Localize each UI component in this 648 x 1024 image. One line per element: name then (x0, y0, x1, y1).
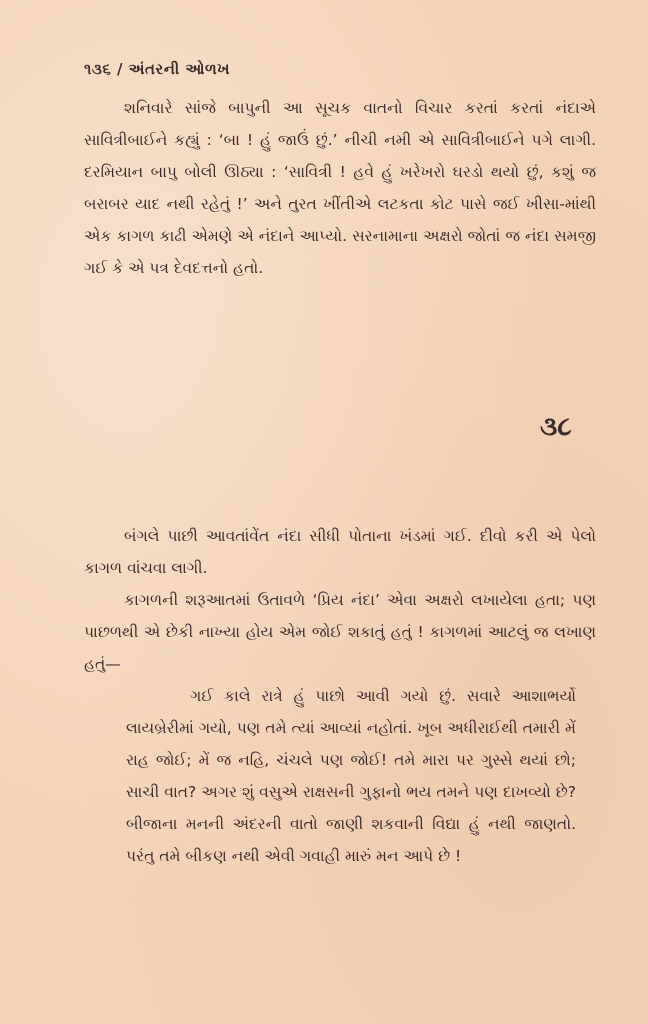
paragraph-3: કાગળની શરૂઆતમાં ઉતાવળે ‘પ્રિય નંદા’ એવા અક્ષરો લખાયેલા હતા; પણ પાછળથી એ છેકી નાખ્યા હોય એમ જોઈ શકાતું હતું ! કાગળમાં આટલું જ લખાણ હતું— (84, 591, 596, 673)
paragraph-2: બંગલે પાછી આવતાંવેંત નંદા સીધી પોતાના ખંડમાં ગઈ. દીવો કરી એ પેલો કાગળ વાંચવા લાગી. (84, 527, 596, 577)
chapter-number: ૩૮ (540, 412, 572, 442)
letter-text: ગઈ કાલે રાત્રે હું પાછો આવી ગયો છું. સવારે આશાભર્યો લાયબ્રેરીમાં ગયો, પણ તમે ત્યાં આવ્યાં નહોતાં. ખૂબ અધીરાઈથી તમારી મેં રાહ જોઈ; મેં જ નહિ, ચંચલે પણ જોઈ! તમે મારા પર ગુસ્સે થયાં છો; સાચી વાત? અગર શું વસુએ રાક્ષસની ગુફાનો ભય તમને પણ દાખવ્યો છે? બીજાના મનની અંદરની વાતો જાણી શકવાની વિદ્યા હું નથી જાણતો. પરંતુ તમે બીકણ નથી એવી ગવાહી મારું મન આપે છે ! (126, 687, 576, 865)
paragraph-1: શનિવારે સાંજે બાપુની આ સૂચક વાતનો વિચાર કરતાં કરતાં નંદાએ સાવિત્રીબાઈને કહ્યું : ‘બા ! હું જાઉં છું.’ નીચી નમી એ સાવિત્રીબાઈને પગે લાગી. દરમિયાન બાપુ બોલી ઊઠ્યા : ‘સાવિત્રી ! હવે હું ખરેખરો ઘરડો થયો છું, કશું જ બરાબર યાદ નથી રહેતું !’ અને તુરત ખીંતીએ લટકતા કોટ પાસે જઈ ખીસા-માંથી એક કાગળ કાઢી એમણે એ નંદાને આપ્યો. સરનામાના અક્ષરો જોતાં જ નંદા સમજી ગઈ કે એ પત્ર દેવદત્તનો હતો. (84, 99, 596, 277)
running-head: ૧૩૬ / અંતરની ઓળખ (84, 60, 230, 78)
